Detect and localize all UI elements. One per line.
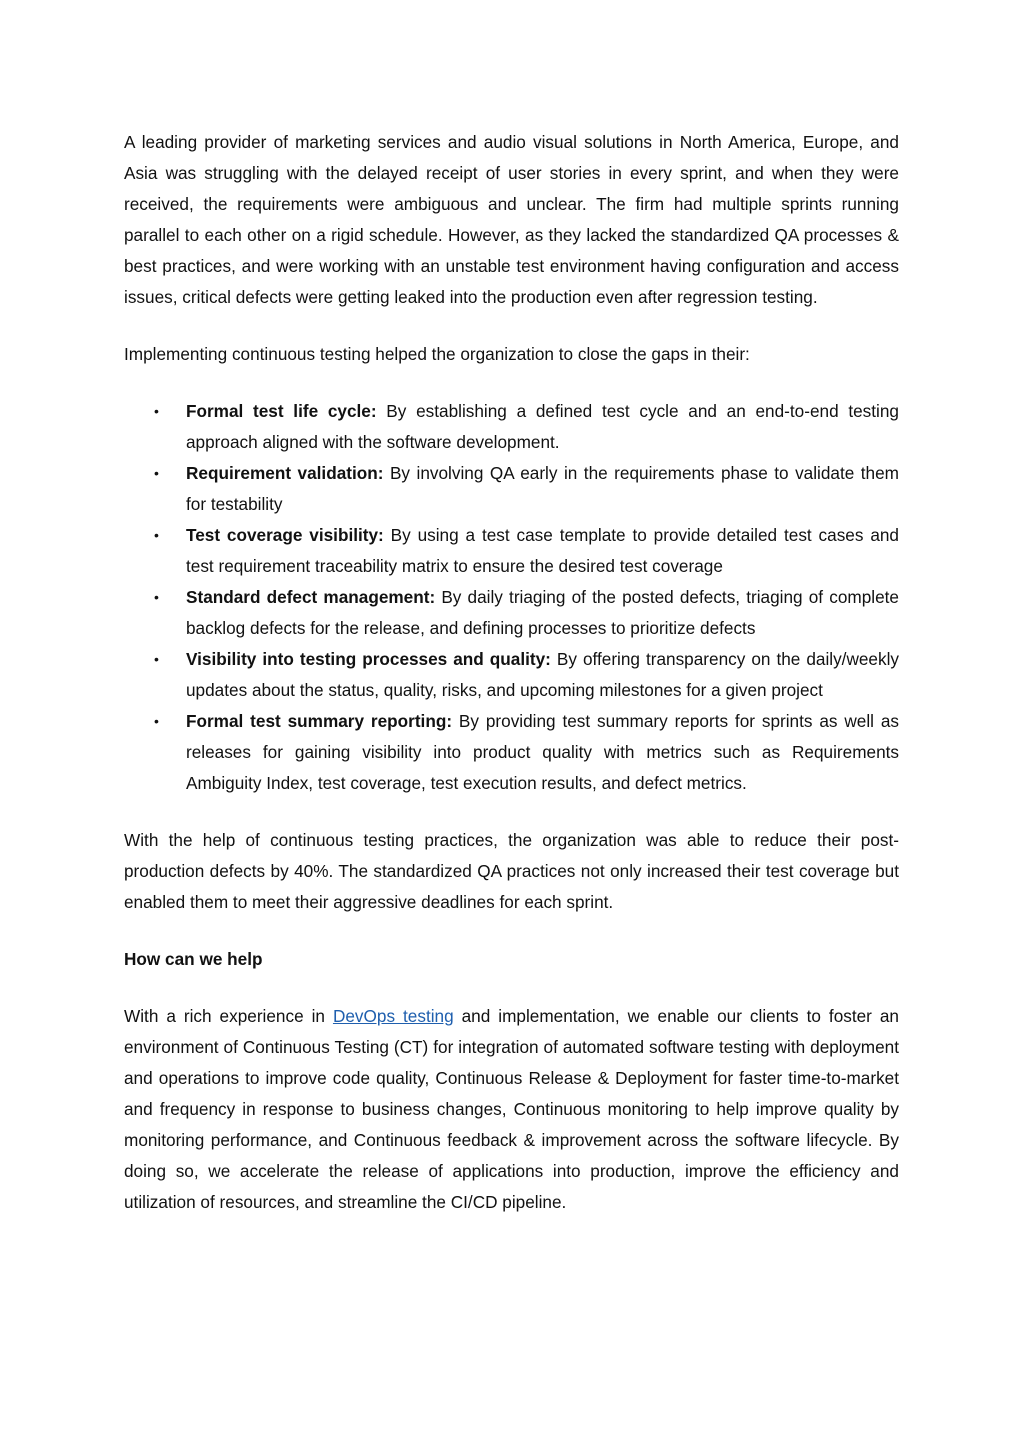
list-item bbox=[124, 396, 899, 458]
bullet-icon: • bbox=[154, 651, 159, 667]
devops-testing-link[interactable]: DevOps testing bbox=[332, 1006, 454, 1026]
bullet-icon: • bbox=[154, 527, 159, 543]
list-item-text: By establishing a defined test cycle and an end-to-end testing approach aligned with the software development. bbox=[186, 401, 899, 452]
bullet-icon: • bbox=[154, 713, 159, 729]
list-item bbox=[124, 582, 899, 644]
list-item-title: Formal test summary reporting: bbox=[186, 711, 453, 731]
list-item-title: Requirement validation: bbox=[186, 463, 384, 483]
help-heading: How can we help bbox=[124, 949, 263, 969]
bullet-icon: • bbox=[154, 403, 159, 419]
list-item-text: By providing test summary reports for sprints as well as releases for gaining visibility into product quality with metrics such as Requirements Ambiguity Index, test coverage, test execution results, and defect metrics. bbox=[186, 711, 899, 793]
intro-paragraph: A leading provider of marketing services and audio visual solutions in North America, Europe, and Asia was struggling with the delayed receipt of user stories in every sprint, and when they were received, the requirements were ambiguous and unclear. The firm had multiple sprints running parallel to each other on a rigid schedule. However, as they lacked the standardized QA processes & best practices, and were working with an unstable test environment having configuration and access issues, critical defects were getting leaked into the production even after regression testing. bbox=[124, 132, 899, 307]
help-text-before-link: With a rich experience in bbox=[124, 1006, 333, 1026]
help-paragraph bbox=[124, 1001, 899, 1218]
list-item-title: Visibility into testing processes and quality: bbox=[186, 649, 551, 669]
list-item-text: By daily triaging of the posted defects, triaging of complete backlog defects for the release, and defining processes to prioritize defects bbox=[186, 587, 899, 638]
lead-in-paragraph: Implementing continuous testing helped the organization to close the gaps in their: bbox=[124, 344, 750, 364]
list-item-text: By involving QA early in the requirements phase to validate them for testability bbox=[186, 463, 899, 514]
help-text-after-link: and implementation, we enable our clients to foster an environment of Continuous Testing (CT) for integration of automated software testing with deployment and operations to improve code quality, Continuous Release & Deployment for faster time-to-market and frequency in response to business changes, Continuous monitoring to help improve quality by monitoring performance, and Continuous feedback & improvement across the software lifecycle. By doing so, we accelerate the release of applications into production, improve the efficiency and utilization of resources, and streamline the CI/CD pipeline. bbox=[124, 1006, 899, 1212]
list-item bbox=[124, 520, 899, 582]
benefits-list bbox=[124, 396, 899, 799]
document-page bbox=[124, 127, 899, 1218]
list-item bbox=[124, 644, 899, 706]
result-paragraph: With the help of continuous testing practices, the organization was able to reduce their post-production defects by 40%. The standardized QA practices not only increased their test coverage but enabled them to meet their aggressive deadlines for each sprint. bbox=[124, 830, 899, 912]
bullet-icon: • bbox=[154, 589, 159, 605]
bullet-icon: • bbox=[154, 465, 159, 481]
list-item-text: By using a test case template to provide detailed test cases and test requirement traceability matrix to ensure the desired test coverage bbox=[186, 525, 899, 576]
list-item bbox=[124, 706, 899, 799]
list-item-text: By offering transparency on the daily/weekly updates about the status, quality, risks, and upcoming milestones for a given project bbox=[186, 649, 899, 700]
list-item-title: Test coverage visibility: bbox=[186, 525, 384, 545]
list-item-title: Formal test life cycle: bbox=[186, 401, 377, 421]
list-item-title: Standard defect management: bbox=[186, 587, 436, 607]
list-item bbox=[124, 458, 899, 520]
